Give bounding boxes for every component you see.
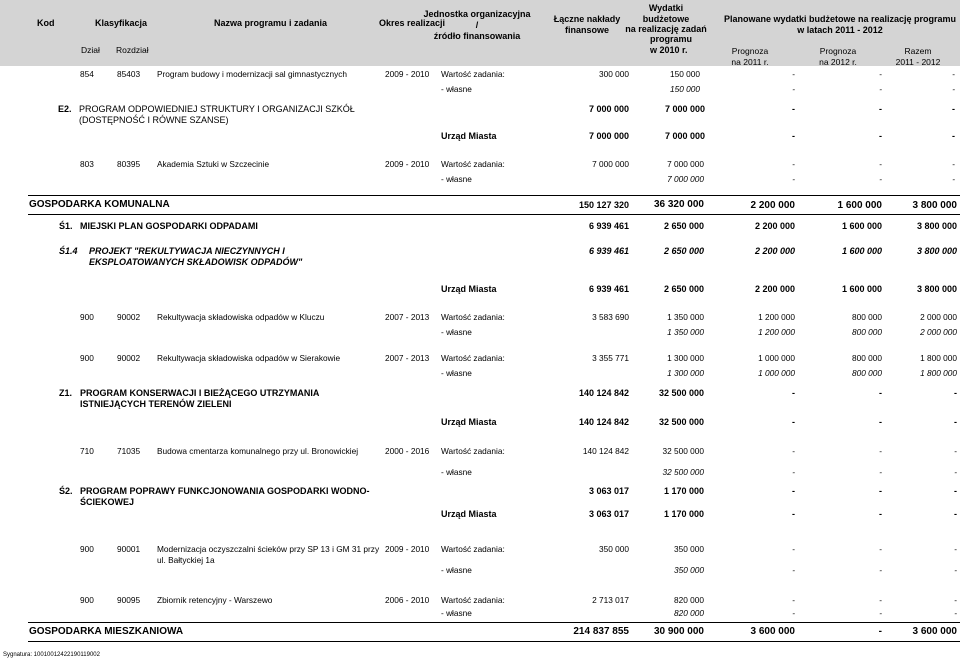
header-prognoza2012-2: na 2012 r. (819, 57, 857, 67)
header-wydatki-1: Wydatki (648, 3, 684, 13)
w2010-cell: 32 500 000 (658, 417, 704, 427)
dzial-cell: 710 (80, 446, 94, 456)
header-prognoza2011-2: na 2011 r. (731, 57, 769, 67)
p2012-cell: - (879, 565, 882, 575)
razem-cell: - (954, 565, 957, 575)
laczne-cell: 3 063 017 (588, 509, 629, 519)
p2011-cell: - (792, 417, 795, 427)
razem-cell: - (954, 486, 957, 496)
p2011-cell: - (792, 388, 795, 398)
razem-cell: - (954, 417, 957, 427)
razem-cell: - (952, 131, 955, 141)
dzial-cell: 900 (80, 312, 94, 322)
laczne-cell: 6 939 461 (588, 221, 629, 231)
program-name: MIEJSKI PLAN GOSPODARKI ODPADAMI (80, 221, 258, 231)
signature-footer: Sygnatura: 10010012422190119002 (3, 652, 100, 658)
razem-cell: 1 800 000 (920, 368, 957, 378)
p2012-cell: - (879, 159, 882, 169)
laczne-cell: 3 583 690 (592, 312, 629, 322)
p2012-cell: 800 000 (852, 353, 882, 363)
p2012-cell: - (879, 388, 882, 398)
table-header (0, 0, 960, 66)
header-wydatki-4: programu (650, 34, 693, 44)
w2010-cell: 150 000 (670, 69, 700, 79)
laczne-cell: 140 124 842 (578, 417, 629, 427)
razem-cell: - (952, 159, 955, 169)
w2010-cell: 820 000 (674, 608, 704, 618)
zrodlo-cell: Wartość zadania: (441, 544, 505, 554)
kod-cell: E2. (58, 104, 72, 114)
name-line-1: Modernizacja oczyszczalni ścieków przy SP 13 i GM 31 przy (157, 544, 380, 554)
laczne-cell: 7 000 000 (588, 104, 629, 114)
okres-cell: 2009 - 2010 (385, 69, 430, 79)
razem-cell: 3 800 000 (916, 246, 957, 256)
laczne-cell: 2 713 017 (592, 595, 629, 605)
w2010-cell: 32 500 000 (658, 388, 704, 398)
p2011-cell: - (792, 467, 795, 477)
laczne-cell: 6 939 461 (588, 246, 629, 256)
zrodlo-cell: Wartość zadania: (441, 353, 505, 363)
p2012-cell: - (878, 626, 882, 637)
p2011-cell: - (792, 565, 795, 575)
laczne-cell: 150 127 320 (578, 200, 629, 210)
p2012-cell: 1 600 000 (841, 284, 882, 294)
zrodlo-cell: - własne (441, 467, 472, 477)
header-okres: Okres realizacji (379, 18, 446, 28)
p2011-cell: 2 200 000 (750, 200, 795, 211)
razem-cell: - (954, 446, 957, 456)
okres-cell: 2009 - 2010 (385, 159, 430, 169)
p2011-cell: 1 200 000 (758, 312, 795, 322)
dzial-cell: 900 (80, 595, 94, 605)
zrodlo-cell: - własne (441, 368, 472, 378)
p2011-cell: 1 000 000 (758, 368, 795, 378)
p2011-cell: 1 200 000 (758, 327, 795, 337)
p2012-cell: - (879, 595, 882, 605)
w2010-cell: 7 000 000 (664, 104, 705, 114)
p2011-cell: - (792, 159, 795, 169)
p2011-cell: 2 200 000 (754, 221, 795, 231)
zrodlo-cell: - własne (441, 84, 472, 94)
rozdzial-cell: 90095 (117, 595, 141, 605)
header-wydatki-3: na realizację zadań (625, 24, 707, 34)
header-planowane-2: w latach 2011 - 2012 (797, 25, 883, 35)
w2010-cell: 32 500 000 (662, 446, 704, 456)
p2012-cell: - (879, 486, 882, 496)
p2011-cell: 2 200 000 (754, 246, 795, 256)
razem-cell: - (954, 544, 957, 554)
razem-cell: - (954, 608, 957, 618)
dzial-cell: 854 (80, 69, 94, 79)
p2012-cell: - (879, 131, 882, 141)
p2012-cell: - (879, 446, 882, 456)
razem-cell: 2 000 000 (920, 327, 957, 337)
section-title: GOSPODARKA KOMUNALNA (29, 199, 170, 210)
okres-cell: 2009 - 2010 (385, 544, 430, 554)
zrodlo-cell: Urząd Miasta (441, 417, 497, 427)
p2011-cell: - (792, 608, 795, 618)
zrodlo-cell: - własne (441, 327, 472, 337)
razem-cell: - (952, 104, 955, 114)
w2010-cell: 7 000 000 (667, 159, 704, 169)
header-razem-1: Razem (904, 46, 932, 56)
header-wydatki-2: budżetowe (642, 14, 690, 24)
dzial-cell: 803 (80, 159, 94, 169)
razem-cell: - (954, 388, 957, 398)
razem-cell: 3 600 000 (912, 626, 957, 637)
rozdzial-cell: 71035 (117, 446, 141, 456)
p2012-cell: - (879, 467, 882, 477)
w2010-cell: 32 500 000 (662, 467, 704, 477)
name-cell: Rekultywacja składowiska odpadów w Sierakowie (157, 353, 341, 363)
p2011-cell: - (792, 104, 795, 114)
name-cell: Zbiornik retencyjny - Warszewo (157, 595, 273, 605)
w2010-cell: 7 000 000 (667, 174, 704, 184)
w2010-cell: 1 170 000 (663, 509, 704, 519)
zrodlo-cell: Urząd Miasta (441, 284, 497, 294)
section-divider (28, 195, 960, 196)
w2010-cell: 36 320 000 (653, 199, 704, 210)
header-jednostka-2: / (475, 20, 479, 30)
kod-cell: Z1. (59, 388, 73, 398)
razem-cell: 2 000 000 (920, 312, 957, 322)
program-name-line-1: PROGRAM POPRAWY FUNKCJONOWANIA GOSPODARKI WODNO- (80, 486, 370, 496)
okres-cell: 2007 - 2013 (385, 353, 430, 363)
rozdzial-cell: 90001 (117, 544, 141, 554)
kod-cell: Ś1. (59, 221, 73, 231)
w2010-cell: 1 170 000 (663, 486, 704, 496)
kod-cell: Ś2. (59, 486, 73, 496)
zrodlo-cell: Wartość zadania: (441, 159, 505, 169)
name-cell: Program budowy i modernizacji sal gimnastycznych (157, 69, 347, 79)
laczne-cell: 140 124 842 (578, 388, 629, 398)
program-name-line-1: PROGRAM KONSERWACJI I BIEŻĄCEGO UTRZYMANIA (80, 388, 320, 398)
w2010-cell: 30 900 000 (653, 626, 704, 637)
header-rozdzial: Rozdział (116, 45, 149, 55)
header-laczne-2: finansowe (564, 25, 609, 35)
project-name-line-1: PROJEKT "REKULTYWACJA NIECZYNNYCH I (89, 246, 285, 256)
w2010-cell: 2 650 000 (663, 284, 704, 294)
header-jednostka-3: źródło finansowania (433, 31, 521, 41)
laczne-cell: 6 939 461 (588, 284, 629, 294)
zrodlo-cell: Wartość zadania: (441, 69, 505, 79)
header-jednostka-1: Jednostka organizacyjna (423, 9, 531, 19)
p2012-cell: 800 000 (852, 368, 882, 378)
zrodlo-cell: Urząd Miasta (441, 131, 497, 141)
laczne-cell: 3 355 771 (592, 353, 629, 363)
zrodlo-cell: Wartość zadania: (441, 312, 505, 322)
w2010-cell: 1 300 000 (667, 368, 704, 378)
laczne-cell: 140 124 842 (582, 446, 629, 456)
w2010-cell: 7 000 000 (664, 131, 705, 141)
w2010-cell: 1 350 000 (667, 312, 704, 322)
p2011-cell: - (792, 446, 795, 456)
rozdzial-cell: 90002 (117, 312, 141, 322)
p2012-cell: - (879, 544, 882, 554)
p2012-cell: - (879, 84, 882, 94)
p2012-cell: 1 600 000 (841, 246, 882, 256)
rozdzial-cell: 90002 (117, 353, 141, 363)
name-cell: Rekultywacja składowiska odpadów w Kluczu (157, 312, 325, 322)
header-prognoza2012-1: Prognoza (819, 46, 857, 56)
razem-cell: - (954, 467, 957, 477)
project-name-line-2: EKSPLOATOWANYCH SKŁADOWISK ODPADÓW" (89, 257, 303, 267)
p2012-cell: 1 600 000 (837, 200, 882, 211)
p2011-cell: - (792, 486, 795, 496)
dzial-cell: 900 (80, 353, 94, 363)
okres-cell: 2007 - 2013 (385, 312, 430, 322)
section-divider (28, 641, 960, 642)
program-name-line-2: ISTNIEJĄCYCH TERENÓW ZIELENI (80, 399, 232, 409)
okres-cell: 2006 - 2010 (385, 595, 430, 605)
zrodlo-cell: - własne (441, 608, 472, 618)
header-nazwa: Nazwa programu i zadania (214, 18, 328, 28)
header-klasyfikacja: Klasyfikacja (95, 18, 148, 28)
p2011-cell: - (792, 131, 795, 141)
rozdzial-cell: 80395 (117, 159, 141, 169)
name-cell: Akademia Sztuki w Szczecinie (157, 159, 270, 169)
header-kod: Kod (37, 18, 55, 28)
laczne-cell: 300 000 (599, 69, 629, 79)
p2011-cell: - (792, 544, 795, 554)
zrodlo-cell: - własne (441, 565, 472, 575)
p2012-cell: 1 600 000 (841, 221, 882, 231)
zrodlo-cell: Urząd Miasta (441, 509, 497, 519)
p2011-cell: - (792, 69, 795, 79)
p2012-cell: - (879, 417, 882, 427)
name-cell: Budowa cmentarza komunalnego przy ul. Bronowickiej (157, 446, 359, 456)
p2011-cell: - (792, 509, 795, 519)
zrodlo-cell: Wartość zadania: (441, 446, 505, 456)
program-name-line-2: ŚCIEKOWEJ (80, 497, 135, 507)
laczne-cell: 7 000 000 (588, 131, 629, 141)
zrodlo-cell: Wartość zadania: (441, 595, 505, 605)
laczne-cell: 7 000 000 (592, 159, 629, 169)
p2011-cell: 2 200 000 (754, 284, 795, 294)
p2012-cell: - (879, 509, 882, 519)
p2012-cell: - (879, 608, 882, 618)
p2011-cell: 3 600 000 (750, 626, 795, 637)
rozdzial-cell: 85403 (117, 69, 141, 79)
zrodlo-cell: - własne (441, 174, 472, 184)
section-title: GOSPODARKA MIESZKANIOWA (29, 626, 184, 637)
header-laczne-1: Łączne nakłady (553, 14, 621, 24)
razem-cell: - (952, 69, 955, 79)
razem-cell: - (952, 174, 955, 184)
header-planowane-1: Planowane wydatki budżetowe na realizację programu (723, 14, 957, 24)
header-razem-2: 2011 - 2012 (895, 57, 941, 67)
w2010-cell: 2 650 000 (663, 246, 704, 256)
w2010-cell: 350 000 (674, 565, 704, 575)
w2010-cell: 1 300 000 (667, 353, 704, 363)
p2011-cell: - (792, 84, 795, 94)
section-divider (28, 214, 960, 215)
p2012-cell: - (879, 69, 882, 79)
header-prognoza2011-1: Prognoza (731, 46, 769, 56)
laczne-cell: 3 063 017 (588, 486, 629, 496)
p2011-cell: - (792, 174, 795, 184)
razem-cell: 1 800 000 (920, 353, 957, 363)
p2011-cell: 1 000 000 (758, 353, 795, 363)
p2012-cell: - (879, 174, 882, 184)
w2010-cell: 820 000 (674, 595, 704, 605)
p2012-cell: 800 000 (852, 327, 882, 337)
p2012-cell: - (879, 104, 882, 114)
laczne-cell: 214 837 855 (573, 626, 629, 637)
dzial-cell: 900 (80, 544, 94, 554)
w2010-cell: 150 000 (670, 84, 700, 94)
name-line-2: ul. Bałtyckiej 1a (157, 555, 215, 565)
razem-cell: 3 800 000 (916, 284, 957, 294)
razem-cell: 3 800 000 (916, 221, 957, 231)
razem-cell: - (954, 509, 957, 519)
program-name-line-2: (DOSTĘPNOŚĆ I RÓWNE SZANSE) (79, 115, 229, 125)
laczne-cell: 350 000 (599, 544, 629, 554)
okres-cell: 2000 - 2016 (385, 446, 430, 456)
section-divider (28, 622, 960, 623)
razem-cell: 3 800 000 (912, 200, 957, 211)
kod-cell: Ś1.4 (59, 246, 78, 256)
w2010-cell: 1 350 000 (667, 327, 704, 337)
w2010-cell: 350 000 (674, 544, 704, 554)
razem-cell: - (952, 84, 955, 94)
header-wydatki-5: w 2010 r. (650, 45, 688, 55)
p2011-cell: - (792, 595, 795, 605)
program-name-line-1: PROGRAM ODPOWIEDNIEJ STRUKTURY I ORGANIZACJI SZKÓŁ (79, 104, 355, 114)
header-dzial: Dział (81, 45, 100, 55)
w2010-cell: 2 650 000 (663, 221, 704, 231)
razem-cell: - (954, 595, 957, 605)
p2012-cell: 800 000 (852, 312, 882, 322)
